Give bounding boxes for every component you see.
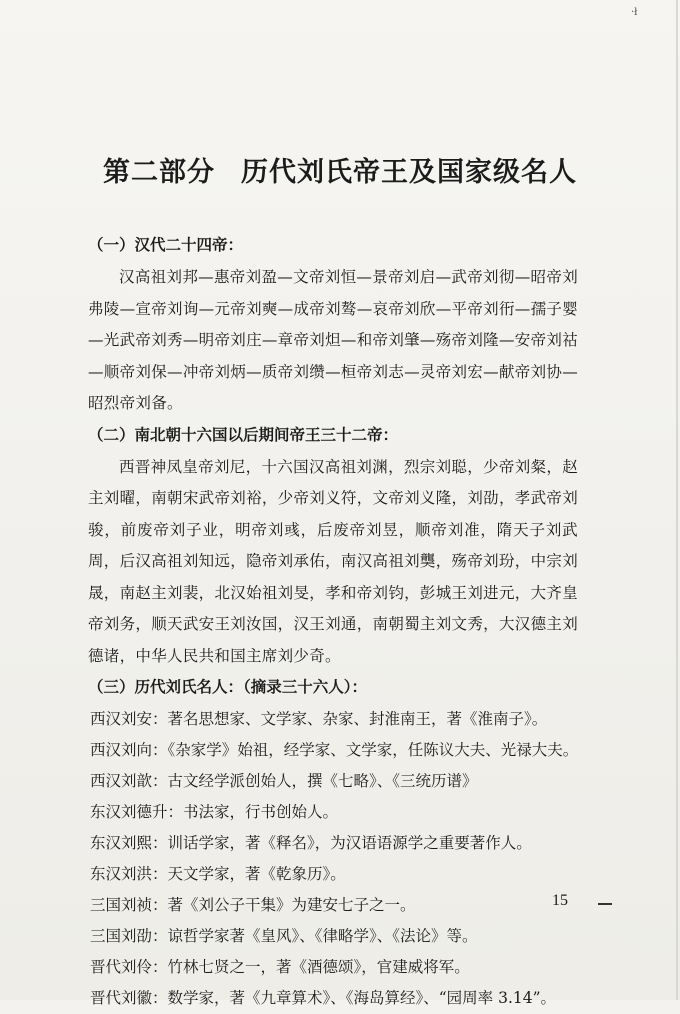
- page-number: 15: [552, 892, 568, 909]
- list-item: 西汉刘安：著名思想家、文学家、杂家、封淮南王，著《淮南子》。: [90, 710, 548, 728]
- page-title: [0, 150, 680, 189]
- list-item: 三国刘劭：谅哲学家著《皇风》、《律略学》、《法论》等。: [90, 927, 478, 945]
- list-item: 东汉刘熙：训话学家，著《释名》，为汉语语源学之重要著作人。: [90, 834, 532, 852]
- list-item: 三国刘祯：著《刘公子干集》为建安七子之一。: [90, 896, 416, 914]
- list-item: 西汉刘向：《杂家学》始祖，经学家、文学家，任陈议大夫、光禄大夫。: [90, 741, 579, 759]
- list-item: 东汉刘洪：天文学家，著《乾象历》。: [90, 865, 346, 883]
- section-heading-famous-people: （三）历代刘氏名人：（摘录三十六人）：: [88, 677, 368, 696]
- later-emperors-paragraph: 西晋神凤皇帝刘尼，十六国汉高祖刘渊，烈宗刘聪，少帝刘粲，赵主刘曜，南朝宋武帝刘裕，少帝刘义符，文帝刘义隆，刘劭，孝武帝刘骏，前废帝刘子业，明帝刘彧，后废帝刘昱，顺帝刘准，隋天子刘武周，后汉高祖刘知远，隐帝刘承佑，南汉高祖刘龑，殇帝刘玢，中宗刘晟，南赵主刘裴，北汉始祖刘旻，孝和帝刘钧，彭城王刘进元，大齐皇帝刘务，顺天武安王刘汝国，汉王刘通，南朝蜀主刘文秀，大汉德主刘德诸，中华人民共和国主席刘少奇。: [88, 457, 578, 665]
- list-item: 西汉刘歆：古文经学派创始人，撰《七略》、《三统历谱》: [90, 772, 478, 790]
- part-label: 第二部分: [103, 157, 215, 188]
- margin-dash-mark: [598, 903, 612, 905]
- scan-speck: ·ł: [631, 7, 638, 18]
- han-emperors-paragraph: 汉高祖刘邦—惠帝刘盈—文帝刘恒—景帝刘启—武帝刘彻—昭帝刘弗陵—宣帝刘询—元帝刘奭—成帝刘骜—哀帝刘欣—平帝刘衎—孺子婴—光武帝刘秀—明帝刘庄—章帝刘炟—和帝刘肇—殇帝刘隆—安帝刘祜—顺帝刘保—冲帝刘炳—质帝刘缵—桓帝刘志—灵帝刘宏—献帝刘协—昭烈帝刘备。: [88, 268, 578, 412]
- section-heading-later-emperors: （二）南北朝十六国以后期间帝王三十二帝：: [88, 424, 399, 444]
- document-body: [88, 232, 578, 1014]
- list-item: 晋代刘徽：数学家，著《九章算术》、《海岛算经》、“园周率 3.14”。: [90, 989, 557, 1007]
- list-item: 东汉刘德升：书法家，行书创始人。: [90, 803, 339, 821]
- list-item: 晋代刘伶：竹林七贤之一，著《酒德颂》，官建威将军。: [90, 958, 470, 976]
- section-heading-han-emperors: （一）汉代二十四帝：: [88, 235, 244, 254]
- title-text: 历代刘氏帝王及国家级名人: [241, 157, 577, 188]
